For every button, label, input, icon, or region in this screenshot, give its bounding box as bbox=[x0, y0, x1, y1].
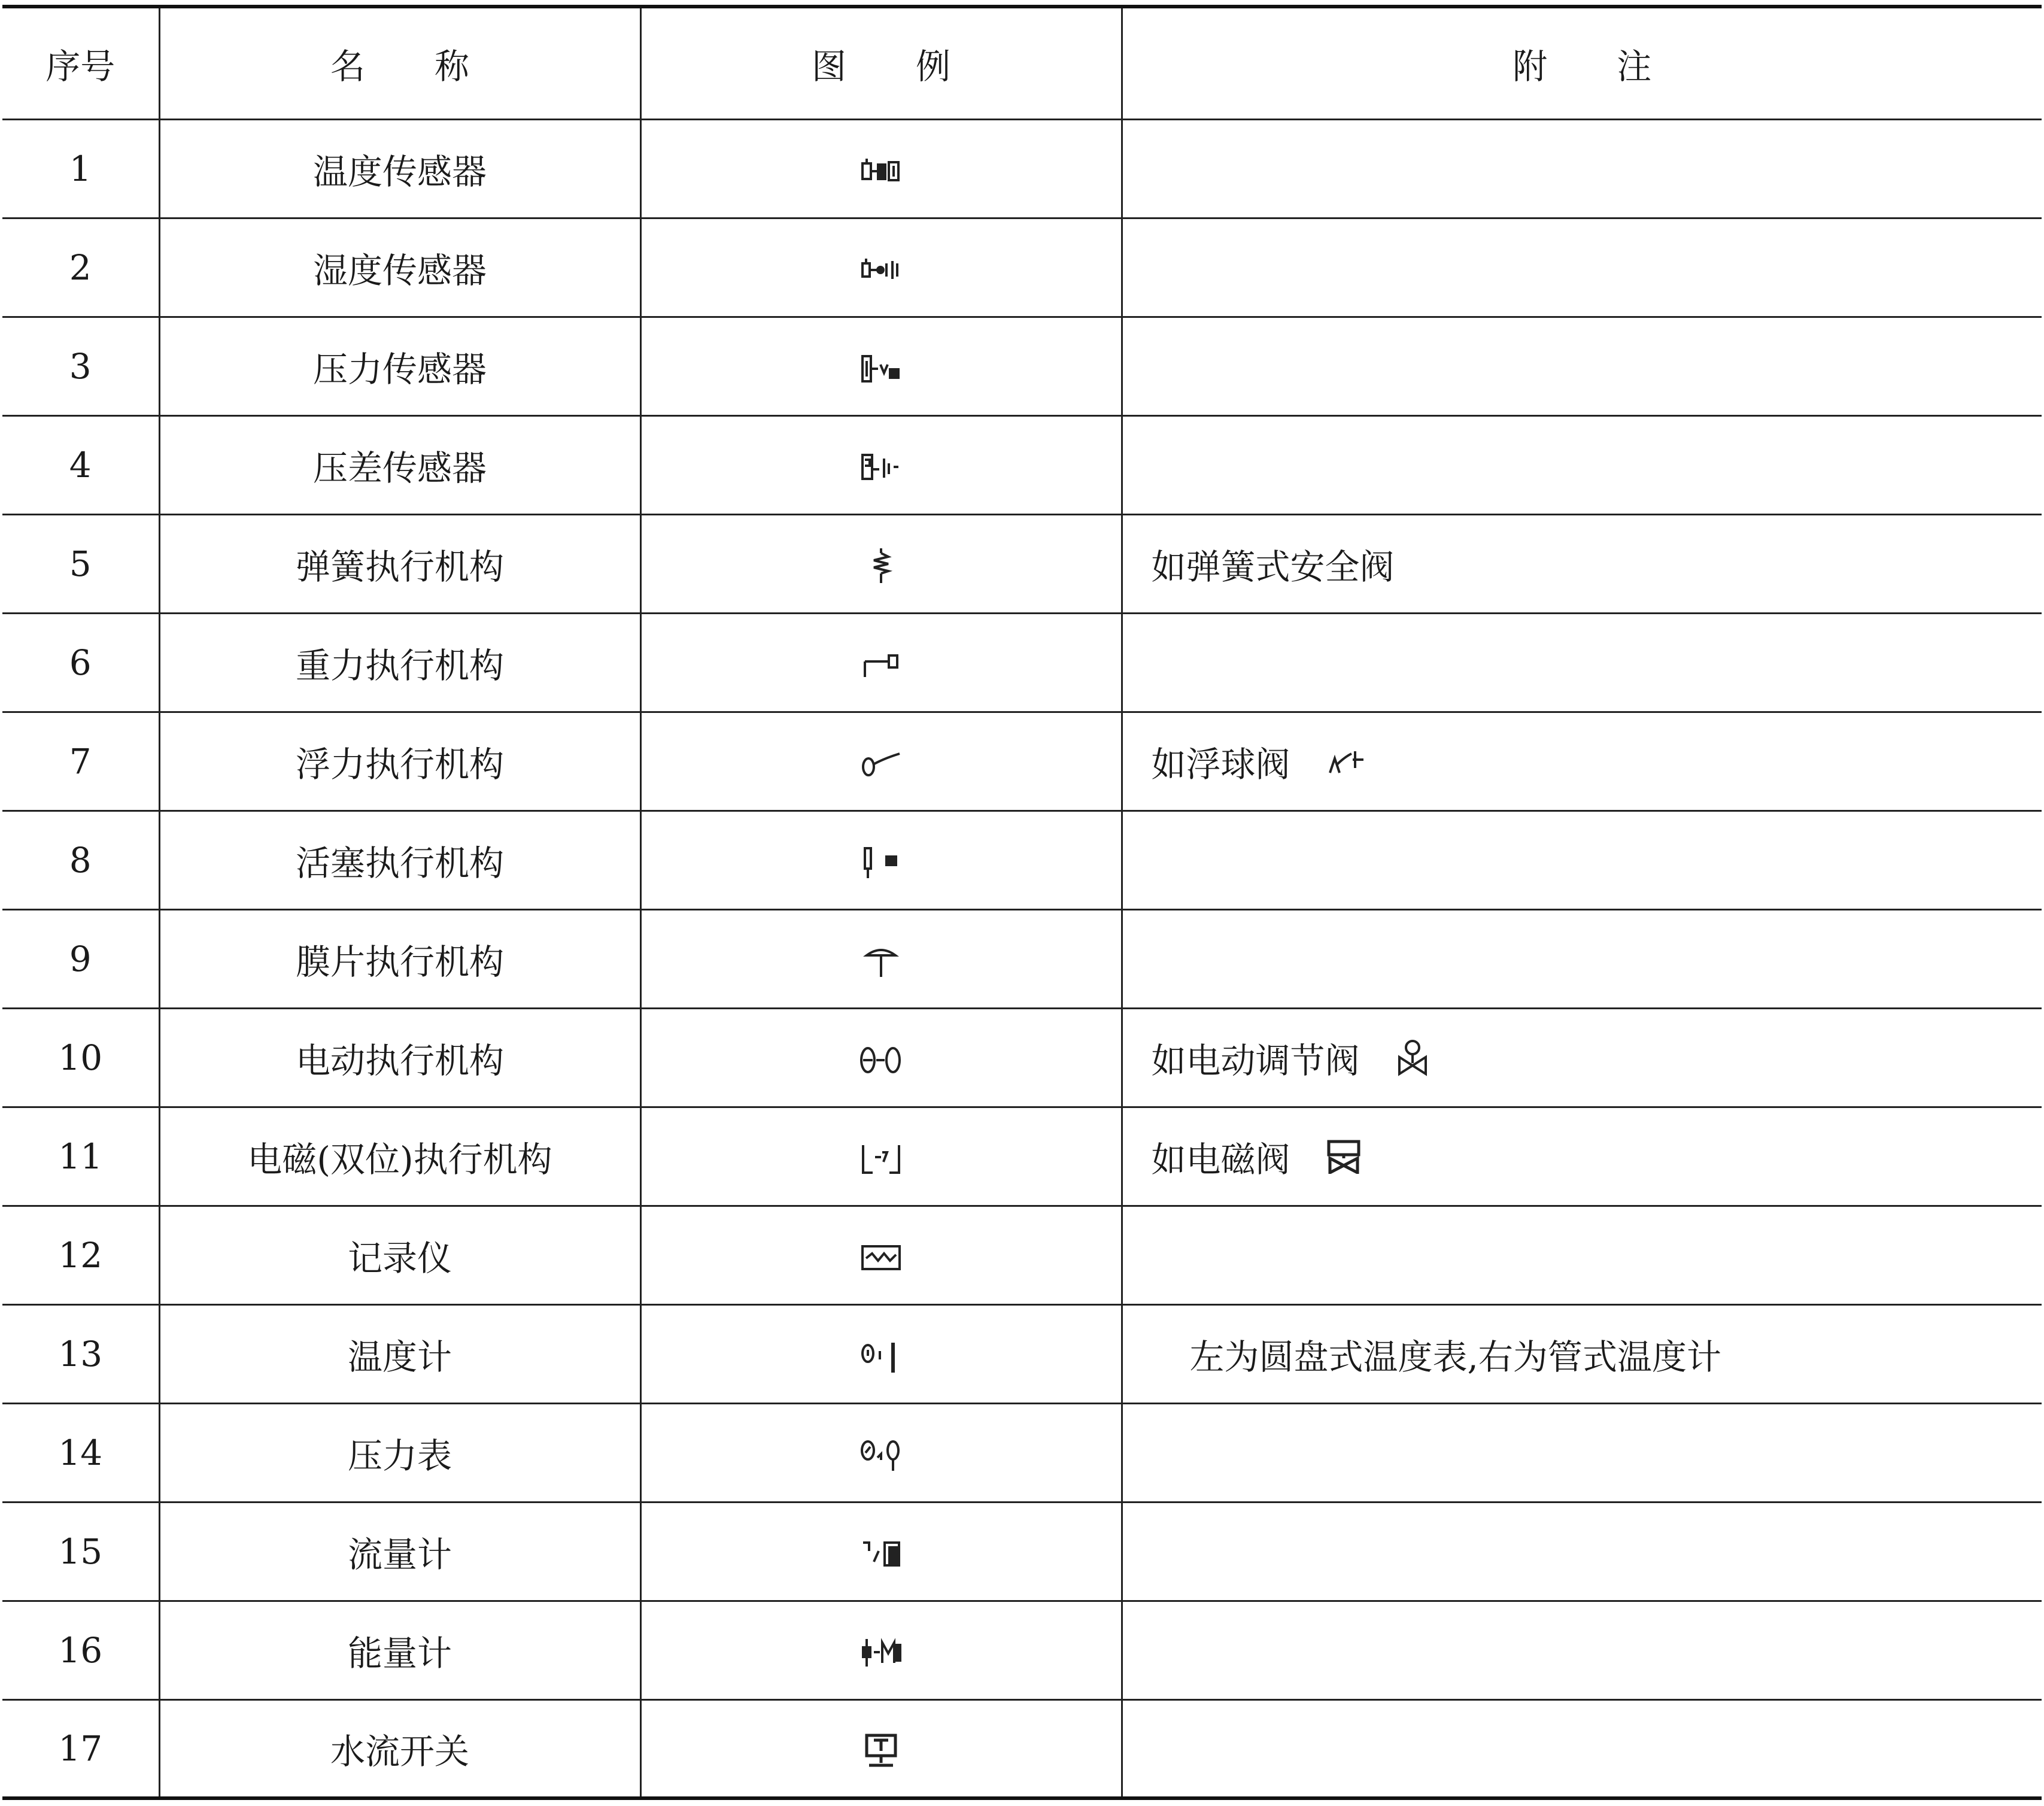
differential-pressure-sensor-icon bbox=[860, 451, 902, 484]
row-name: 弹簧执行机构 bbox=[159, 514, 640, 613]
recorder-icon bbox=[860, 1244, 902, 1271]
row-number: 1 bbox=[2, 119, 159, 218]
solenoid-actuator-icon bbox=[859, 1142, 903, 1176]
row-name: 能量计 bbox=[159, 1601, 640, 1699]
table-row bbox=[2, 415, 2042, 514]
table-row bbox=[2, 712, 2042, 811]
spring-actuator-icon bbox=[869, 547, 893, 584]
table-row bbox=[2, 1403, 2042, 1502]
row-symbol bbox=[640, 514, 1122, 613]
row-note: 左为圆盘式温度表,右为管式温度计 bbox=[1122, 1304, 2042, 1403]
diaphragm-actuator-icon bbox=[863, 945, 899, 978]
row-name: 记录仪 bbox=[159, 1206, 640, 1304]
table-row bbox=[2, 1304, 2042, 1403]
row-name: 活塞执行机构 bbox=[159, 811, 640, 909]
electric-actuator-icon bbox=[858, 1044, 904, 1076]
row-name: 浮力执行机构 bbox=[159, 712, 640, 811]
energy-meter-icon bbox=[859, 1637, 903, 1669]
row-number: 5 bbox=[2, 514, 159, 613]
table-header-row bbox=[2, 7, 2042, 119]
row-note bbox=[1122, 1601, 2042, 1699]
table-row bbox=[2, 514, 2042, 613]
row-name: 电磁(双位)执行机构 bbox=[159, 1107, 640, 1206]
row-number: 16 bbox=[2, 1601, 159, 1699]
row-symbol bbox=[640, 613, 1122, 712]
row-name: 流量计 bbox=[159, 1502, 640, 1601]
temperature-sensor-icon bbox=[860, 156, 902, 186]
gravity-actuator-icon bbox=[861, 652, 901, 678]
row-symbol bbox=[640, 218, 1122, 317]
row-note bbox=[1122, 909, 2042, 1008]
solenoid-valve-icon bbox=[1326, 1139, 1361, 1174]
row-symbol bbox=[640, 712, 1122, 811]
row-note bbox=[1122, 811, 2042, 909]
table-row bbox=[2, 218, 2042, 317]
symbol-legend-table bbox=[2, 5, 2042, 1800]
row-number: 9 bbox=[2, 909, 159, 1008]
header-index: 序号 bbox=[2, 7, 159, 119]
float-actuator-icon bbox=[860, 749, 902, 779]
row-name: 湿度传感器 bbox=[159, 218, 640, 317]
row-number: 15 bbox=[2, 1502, 159, 1601]
row-symbol bbox=[640, 1699, 1122, 1798]
row-symbol bbox=[640, 317, 1122, 415]
row-note bbox=[1122, 1699, 2042, 1798]
row-symbol bbox=[640, 1008, 1122, 1107]
row-number: 12 bbox=[2, 1206, 159, 1304]
table-row bbox=[2, 1699, 2042, 1798]
row-number: 6 bbox=[2, 613, 159, 712]
row-name: 水流开关 bbox=[159, 1699, 640, 1798]
row-note bbox=[1122, 1403, 2042, 1502]
table-row bbox=[2, 317, 2042, 415]
row-number: 14 bbox=[2, 1403, 159, 1502]
row-note bbox=[1122, 317, 2042, 415]
row-symbol bbox=[640, 1601, 1122, 1699]
motorized-control-valve-icon bbox=[1396, 1039, 1429, 1076]
row-symbol bbox=[640, 909, 1122, 1008]
row-name: 重力执行机构 bbox=[159, 613, 640, 712]
row-number: 4 bbox=[2, 415, 159, 514]
header-name: 名 称 bbox=[159, 7, 640, 119]
row-note: 如电磁阀 bbox=[1122, 1107, 2042, 1206]
row-symbol bbox=[640, 1206, 1122, 1304]
row-note: 如浮球阀 bbox=[1122, 712, 2042, 811]
row-name: 温度传感器 bbox=[159, 119, 640, 218]
row-note bbox=[1122, 415, 2042, 514]
row-number: 2 bbox=[2, 218, 159, 317]
row-number: 11 bbox=[2, 1107, 159, 1206]
row-note: 如弹簧式安全阀 bbox=[1122, 514, 2042, 613]
row-number: 17 bbox=[2, 1699, 159, 1798]
float-valve-icon bbox=[1326, 746, 1365, 776]
table-row bbox=[2, 119, 2042, 218]
row-note: 如电动调节阀 bbox=[1122, 1008, 2042, 1107]
row-symbol bbox=[640, 1502, 1122, 1601]
table-row bbox=[2, 1601, 2042, 1699]
humidity-sensor-icon bbox=[860, 255, 902, 285]
row-number: 3 bbox=[2, 317, 159, 415]
thermometer-icon bbox=[859, 1339, 903, 1374]
row-note bbox=[1122, 218, 2042, 317]
table-row bbox=[2, 909, 2042, 1008]
row-number: 7 bbox=[2, 712, 159, 811]
row-symbol bbox=[640, 811, 1122, 909]
row-symbol bbox=[640, 415, 1122, 514]
row-number: 8 bbox=[2, 811, 159, 909]
table-row bbox=[2, 1008, 2042, 1107]
table-row bbox=[2, 1107, 2042, 1206]
flow-meter-icon bbox=[859, 1538, 903, 1570]
table-row bbox=[2, 1206, 2042, 1304]
row-symbol bbox=[640, 1304, 1122, 1403]
piston-actuator-icon bbox=[860, 846, 902, 879]
row-name: 压差传感器 bbox=[159, 415, 640, 514]
pressure-sensor-icon bbox=[860, 353, 902, 385]
header-symbol: 图 例 bbox=[640, 7, 1122, 119]
row-name: 温度计 bbox=[159, 1304, 640, 1403]
row-name: 压力传感器 bbox=[159, 317, 640, 415]
row-note bbox=[1122, 613, 2042, 712]
row-symbol bbox=[640, 1403, 1122, 1502]
water-flow-switch-icon bbox=[863, 1733, 899, 1769]
table-row bbox=[2, 811, 2042, 909]
row-name: 膜片执行机构 bbox=[159, 909, 640, 1008]
row-number: 13 bbox=[2, 1304, 159, 1403]
row-symbol bbox=[640, 119, 1122, 218]
row-number: 10 bbox=[2, 1008, 159, 1107]
pressure-gauge-icon bbox=[859, 1436, 903, 1473]
table-row bbox=[2, 1502, 2042, 1601]
header-note: 附 注 bbox=[1122, 7, 2042, 119]
table-row bbox=[2, 613, 2042, 712]
row-note bbox=[1122, 1206, 2042, 1304]
row-note bbox=[1122, 119, 2042, 218]
row-name: 压力表 bbox=[159, 1403, 640, 1502]
row-note bbox=[1122, 1502, 2042, 1601]
row-name: 电动执行机构 bbox=[159, 1008, 640, 1107]
row-symbol bbox=[640, 1107, 1122, 1206]
